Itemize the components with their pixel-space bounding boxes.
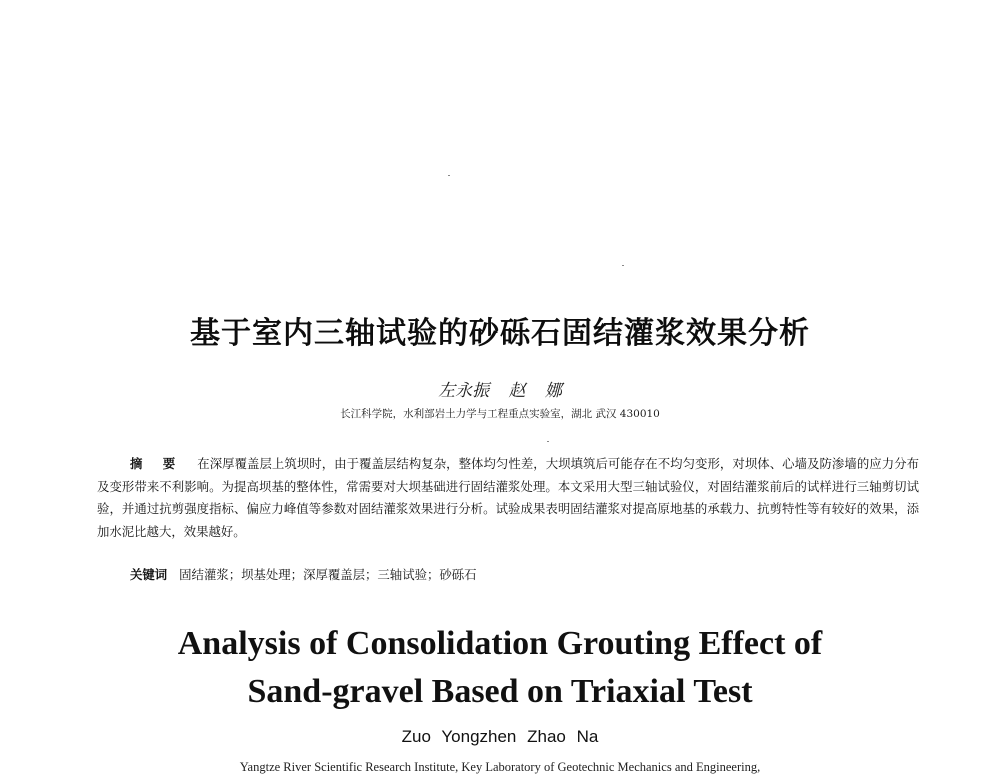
chinese-abstract (97, 453, 919, 543)
english-affiliation: Yangtze River Scientific Research Institute, Key Laboratory of Geotechnic Mechanics and Engineering, (239, 760, 761, 774)
english-title-line-1: Analysis of Consolidation Grouting Effect of (177, 625, 823, 662)
english-title (0, 620, 1000, 716)
keywords-text: 固结灌浆；坝基处理；深厚覆盖层；三轴试验；砂砾石 (179, 567, 477, 582)
scan-speck (622, 265, 624, 266)
chinese-authors: 左永振 赵 娜 (438, 381, 562, 401)
scan-speck (448, 175, 450, 176)
abstract-label: 摘 要 (130, 456, 184, 471)
chinese-keywords (130, 565, 477, 583)
abstract-text: 在深厚覆盖层上筑坝时，由于覆盖层结构复杂，整体均匀性差，大坝填筑后可能存在不均匀变形，对坝体、心墙及防渗墙的应力分布及变形带来不利影响。为提高坝基的整体性，常需要对大坝基础进行固结灌浆处理。本文采用大型三轴试验仪，对固结灌浆前后的试样进行三轴剪切试验，并通过抗剪强度指标、偏应力峰值等参数对固结灌浆效果进行分析。试验成果表明固结灌浆对提高原地基的承载力、抗剪特性等有较好的效果，添加水泥比越大，效果越好。 (97, 456, 919, 539)
scan-speck (547, 441, 549, 442)
english-title-line-2: Sand-gravel Based on Triaxial Test (247, 673, 753, 710)
chinese-affiliation: 长江科学院，水利部岩土力学与工程重点实验室，湖北 武汉 430010 (340, 408, 660, 420)
chinese-title: 基于室内三轴试验的砂砾石固结灌浆效果分析 (190, 316, 810, 351)
keywords-label: 关键词 (130, 567, 168, 582)
english-authors: Zuo Yongzhen Zhao Na (401, 727, 599, 746)
